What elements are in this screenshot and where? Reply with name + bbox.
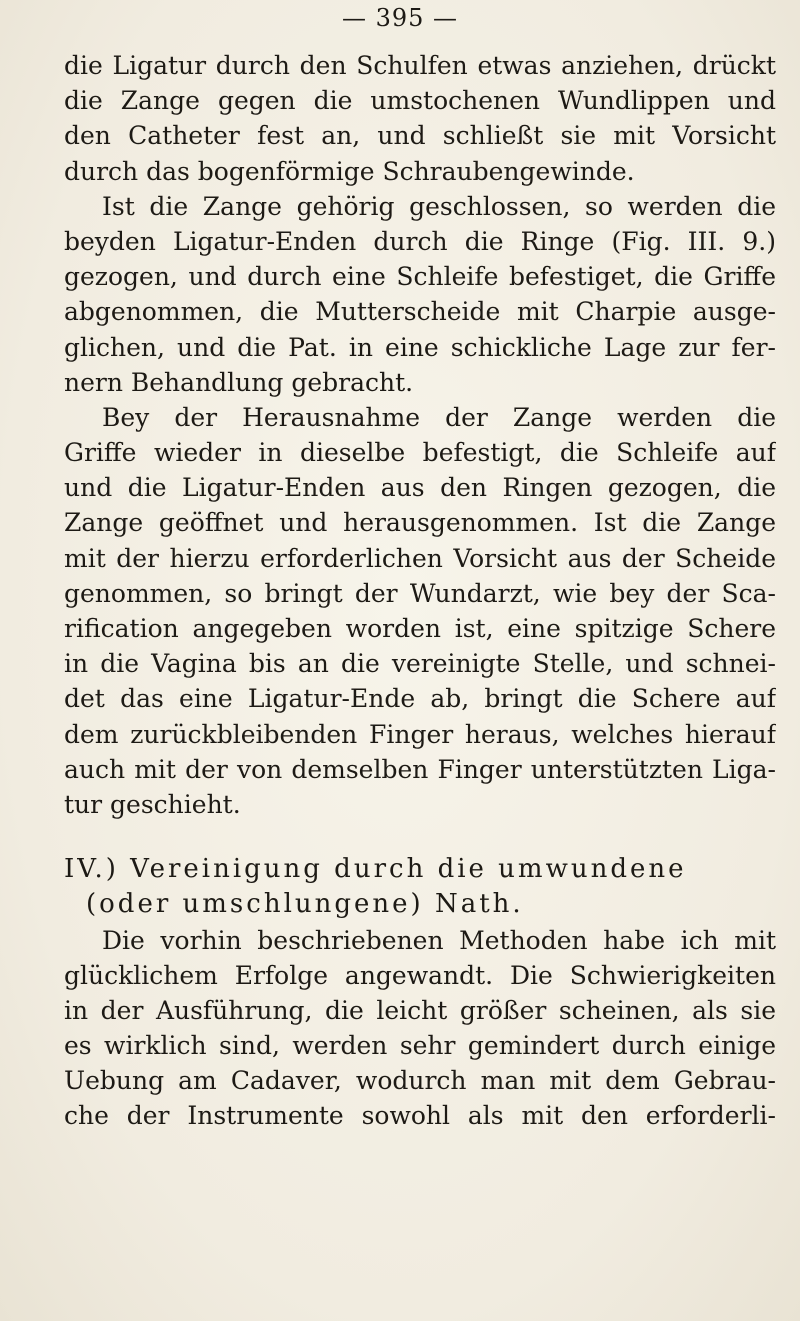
page-number: — 395 — xyxy=(341,4,459,32)
text-line: glücklichem Erfolge angewandt. Die Schwierigkeiten xyxy=(64,960,776,990)
text-line: Bey der Herausnahme der Zange werden die xyxy=(102,402,776,432)
text-line: die Ligatur durch den Schulfen etwas anziehen, drückt xyxy=(64,51,776,80)
text-line: mit der hierzu erforderlichen Vorsicht aus der Scheide xyxy=(64,543,776,573)
text-line: in der Ausführung, die leicht größer scheinen, als sie xyxy=(64,995,776,1025)
text-line: det das eine Ligatur-Ende ab, bringt die Schere auf xyxy=(64,684,776,714)
text-line: und die Ligatur-Enden aus den Ringen gezogen, die xyxy=(64,473,776,503)
section-heading: IV.) Vereinigung durch die umwundene xyxy=(64,854,687,885)
text-line: Zange geöffnet und herausgenommen. Ist die Zange xyxy=(64,508,776,538)
text-line: auch mit der von demselben Finger unterstützten Liga- xyxy=(64,754,776,784)
paragraph-4 xyxy=(64,923,776,1134)
text-line: genommen, so bringt der Wundarzt, wie bey der Sca- xyxy=(64,578,776,608)
text-line: die Zange gegen die umstochenen Wundlippen und xyxy=(64,86,776,116)
text-line: glichen, und die Pat. in eine schickliche Lage zur fer- xyxy=(64,332,776,362)
text-line: Ist die Zange gehörig geschlossen, so werden die xyxy=(102,191,776,221)
text-line: in die Vagina bis an die vereinigte Stelle, und schnei- xyxy=(64,649,776,679)
text-line: tur geschieht. xyxy=(64,789,241,819)
paragraph-3 xyxy=(64,400,776,822)
text-line: Griffe wieder in dieselbe befestigt, die Schleife auf xyxy=(64,438,776,468)
text-line: Uebung am Cadaver, wodurch man mit dem Gebrau- xyxy=(64,1066,776,1096)
paragraph-1 xyxy=(64,48,776,189)
text-line: rification angegeben worden ist, eine spitzige Schere xyxy=(64,614,776,643)
paragraph-2 xyxy=(64,189,776,400)
section-subheading: (oder umschlungene) Nath. xyxy=(86,889,524,920)
text-line: nern Behandlung gebracht. xyxy=(64,367,414,397)
text-line: abgenommen, die Mutterscheide mit Charpie ausge- xyxy=(64,297,776,327)
text-line: che der Instrumente sowohl als mit den erforderli- xyxy=(64,1101,776,1131)
section-gap xyxy=(64,822,776,852)
text-line: gezogen, und durch eine Schleife befestiget, die Griffe xyxy=(64,262,776,292)
text-line: Die vorhin beschriebenen Methoden habe ich mit xyxy=(102,925,776,955)
text-line: den Catheter fest an, und schließt sie mit Vorsicht xyxy=(64,121,776,151)
text-line: durch das bogenförmige Schraubengewinde. xyxy=(64,156,635,186)
text-line: beyden Ligatur-Enden durch die Ringe (Fig. III. 9.) xyxy=(64,226,776,256)
text-line: dem zurückbleibenden Finger heraus, welches hierauf xyxy=(64,719,776,749)
text-block xyxy=(64,48,776,1134)
text-line: es wirklich sind, werden sehr gemindert durch einige xyxy=(64,1031,776,1061)
